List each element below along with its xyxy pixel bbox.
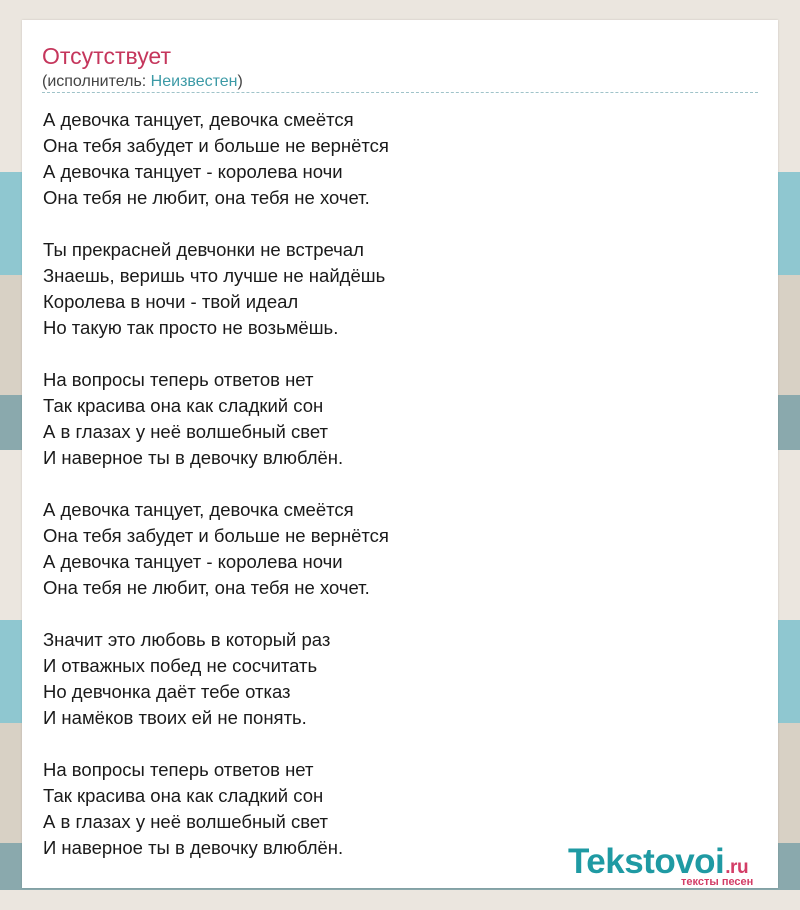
lyric-line: [43, 731, 389, 757]
lyric-line: Она тебя забудет и больше не вернётся: [43, 135, 389, 156]
site-logo[interactable]: [568, 842, 778, 892]
lyric-line: Ты прекрасней девчонки не встречал: [43, 239, 364, 260]
lyric-line: [43, 211, 389, 237]
lyric-line: Королева в ночи - твой идеал: [43, 291, 299, 312]
lyric-line: И отважных побед не сосчитать: [43, 655, 318, 676]
lyric-line: Она тебя не любит, она тебя не хочет.: [43, 187, 370, 208]
logo-tld: .ru: [725, 857, 749, 878]
lyric-line: А в глазах у неё волшебный свет: [43, 421, 328, 442]
lyric-line: А девочка танцует - королева ночи: [43, 161, 343, 182]
lyrics-text: [43, 107, 389, 861]
logo-tagline: тексты песен: [681, 876, 754, 888]
lyric-line: А девочка танцует - королева ночи: [43, 551, 343, 572]
lyric-line: А в глазах у неё волшебный свет: [43, 811, 328, 832]
lyric-line: Знаешь, веришь что лучше не найдёшь: [43, 265, 386, 286]
lyric-line: Она тебя забудет и больше не вернётся: [43, 525, 389, 546]
lyric-line: Но такую так просто не возьмёшь.: [43, 317, 339, 338]
song-title: Отсутствует: [42, 43, 171, 69]
lyric-line: Так красива она как сладкий сон: [43, 785, 324, 806]
lyric-line: И наверное ты в девочку влюблён.: [43, 837, 344, 858]
lyric-line: И намёков твоих ей не понять.: [43, 707, 307, 728]
artist-prefix: (исполнитель:: [42, 73, 151, 90]
lyric-line: Она тебя не любит, она тебя не хочет.: [43, 577, 370, 598]
artist-link[interactable]: Неизвестен: [150, 73, 238, 90]
lyric-line: А девочка танцует, девочка смеётся: [43, 499, 354, 520]
lyric-line: И наверное ты в девочку влюблён.: [43, 447, 344, 468]
lyric-line: На вопросы теперь ответов нет: [43, 759, 314, 780]
lyrics-card: [22, 20, 778, 888]
lyric-line: Значит это любовь в который раз: [43, 629, 331, 650]
logo-name: Tekstovoi: [568, 842, 725, 881]
artist-info: [42, 73, 243, 91]
lyric-line: Так красива она как сладкий сон: [43, 395, 324, 416]
lyric-line: Но девчонка даёт тебе отказ: [43, 681, 291, 702]
artist-suffix: ): [237, 73, 243, 90]
stripe: [0, 890, 800, 910]
lyric-line: А девочка танцует, девочка смеётся: [43, 109, 354, 130]
title-divider: [42, 92, 758, 93]
lyric-line: На вопросы теперь ответов нет: [43, 369, 314, 390]
lyric-line: [43, 471, 389, 497]
lyric-line: [43, 601, 389, 627]
lyric-line: [43, 341, 389, 367]
